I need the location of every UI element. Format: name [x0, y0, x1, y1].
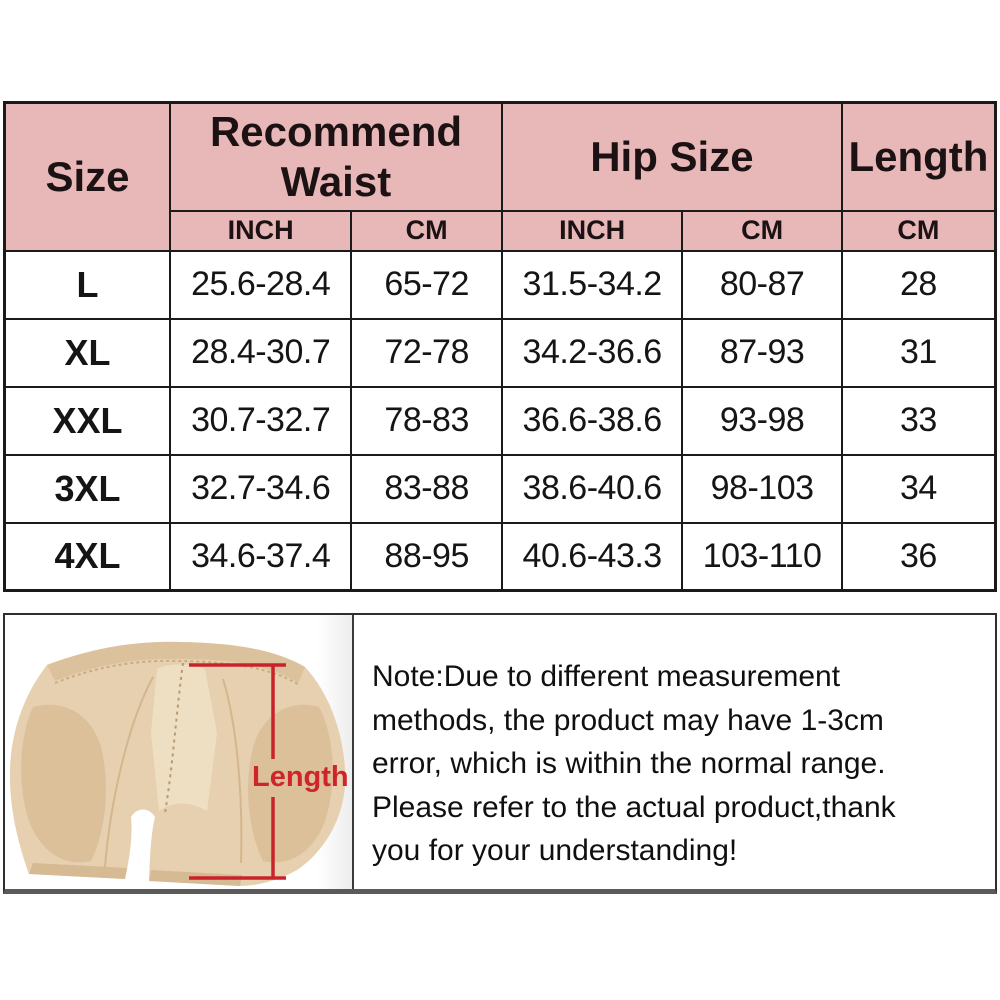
length-cm-cell: 34 [842, 455, 996, 523]
waist-inch-unit: INCH [170, 211, 351, 251]
waist-inch-cell: 34.6-37.4 [170, 523, 351, 591]
waist-cm-cell: 78-83 [351, 387, 502, 455]
size-cell: 4XL [5, 523, 170, 591]
waist-cm-cell: 65-72 [351, 251, 502, 319]
table-row-xl [5, 319, 996, 387]
waist-cm-cell: 72-78 [351, 319, 502, 387]
size-cell: L [5, 251, 170, 319]
hip-cm-cell: 80-87 [682, 251, 842, 319]
hip-cm-cell: 103-110 [682, 523, 842, 591]
hip-inch-cell: 40.6-43.3 [502, 523, 682, 591]
length-header: Length [842, 103, 996, 211]
shapewear-shorts-image [5, 615, 352, 889]
length-cm-cell: 33 [842, 387, 996, 455]
length-label: Length [252, 761, 349, 793]
table-row-4xl [5, 523, 996, 591]
hip-inch-cell: 36.6-38.6 [502, 387, 682, 455]
waist-inch-cell: 28.4-30.7 [170, 319, 351, 387]
hip-inch-cell: 38.6-40.6 [502, 455, 682, 523]
size-table [3, 101, 997, 592]
note-line: Note:Due to different measurement [372, 660, 841, 693]
table-row-xxl [5, 387, 996, 455]
note-line: Please refer to the actual product,thank [372, 790, 896, 824]
hip-inch-cell: 31.5-34.2 [502, 251, 682, 319]
table-row-l [5, 251, 996, 319]
waist-cm-cell: 83-88 [351, 455, 502, 523]
hip-size-header: Hip Size [502, 103, 842, 211]
hip-cm-cell: 98-103 [682, 455, 842, 523]
length-cm-unit: CM [842, 211, 996, 251]
size-cell: XL [5, 319, 170, 387]
product-figure [5, 615, 354, 889]
note-line: methods, the product may have 1-3cm [372, 703, 884, 737]
waist-inch-cell: 25.6-28.4 [170, 251, 351, 319]
note-line: error, which is within the normal range. [372, 747, 886, 780]
length-cm-cell: 36 [842, 523, 996, 591]
waist-inch-cell: 30.7-32.7 [170, 387, 351, 455]
waist-cm-unit: CM [351, 211, 502, 251]
hip-cm-cell: 93-98 [682, 387, 842, 455]
header-row [5, 103, 996, 211]
size-column-header: Size [5, 103, 170, 251]
hip-inch-cell: 34.2-36.6 [502, 319, 682, 387]
bottom-panel [3, 613, 997, 894]
note-text [354, 615, 995, 889]
note-line: you for your understanding! [372, 834, 738, 867]
hip-inch-unit: INCH [502, 211, 682, 251]
hip-cm-cell: 87-93 [682, 319, 842, 387]
size-cell: XXL [5, 387, 170, 455]
length-cm-cell: 28 [842, 251, 996, 319]
length-cm-cell: 31 [842, 319, 996, 387]
recommend-waist-header: Recommend Waist [170, 103, 502, 211]
waist-inch-cell: 32.7-34.6 [170, 455, 351, 523]
waist-cm-cell: 88-95 [351, 523, 502, 591]
size-cell: 3XL [5, 455, 170, 523]
hip-cm-unit: CM [682, 211, 842, 251]
table-row-3xl [5, 455, 996, 523]
